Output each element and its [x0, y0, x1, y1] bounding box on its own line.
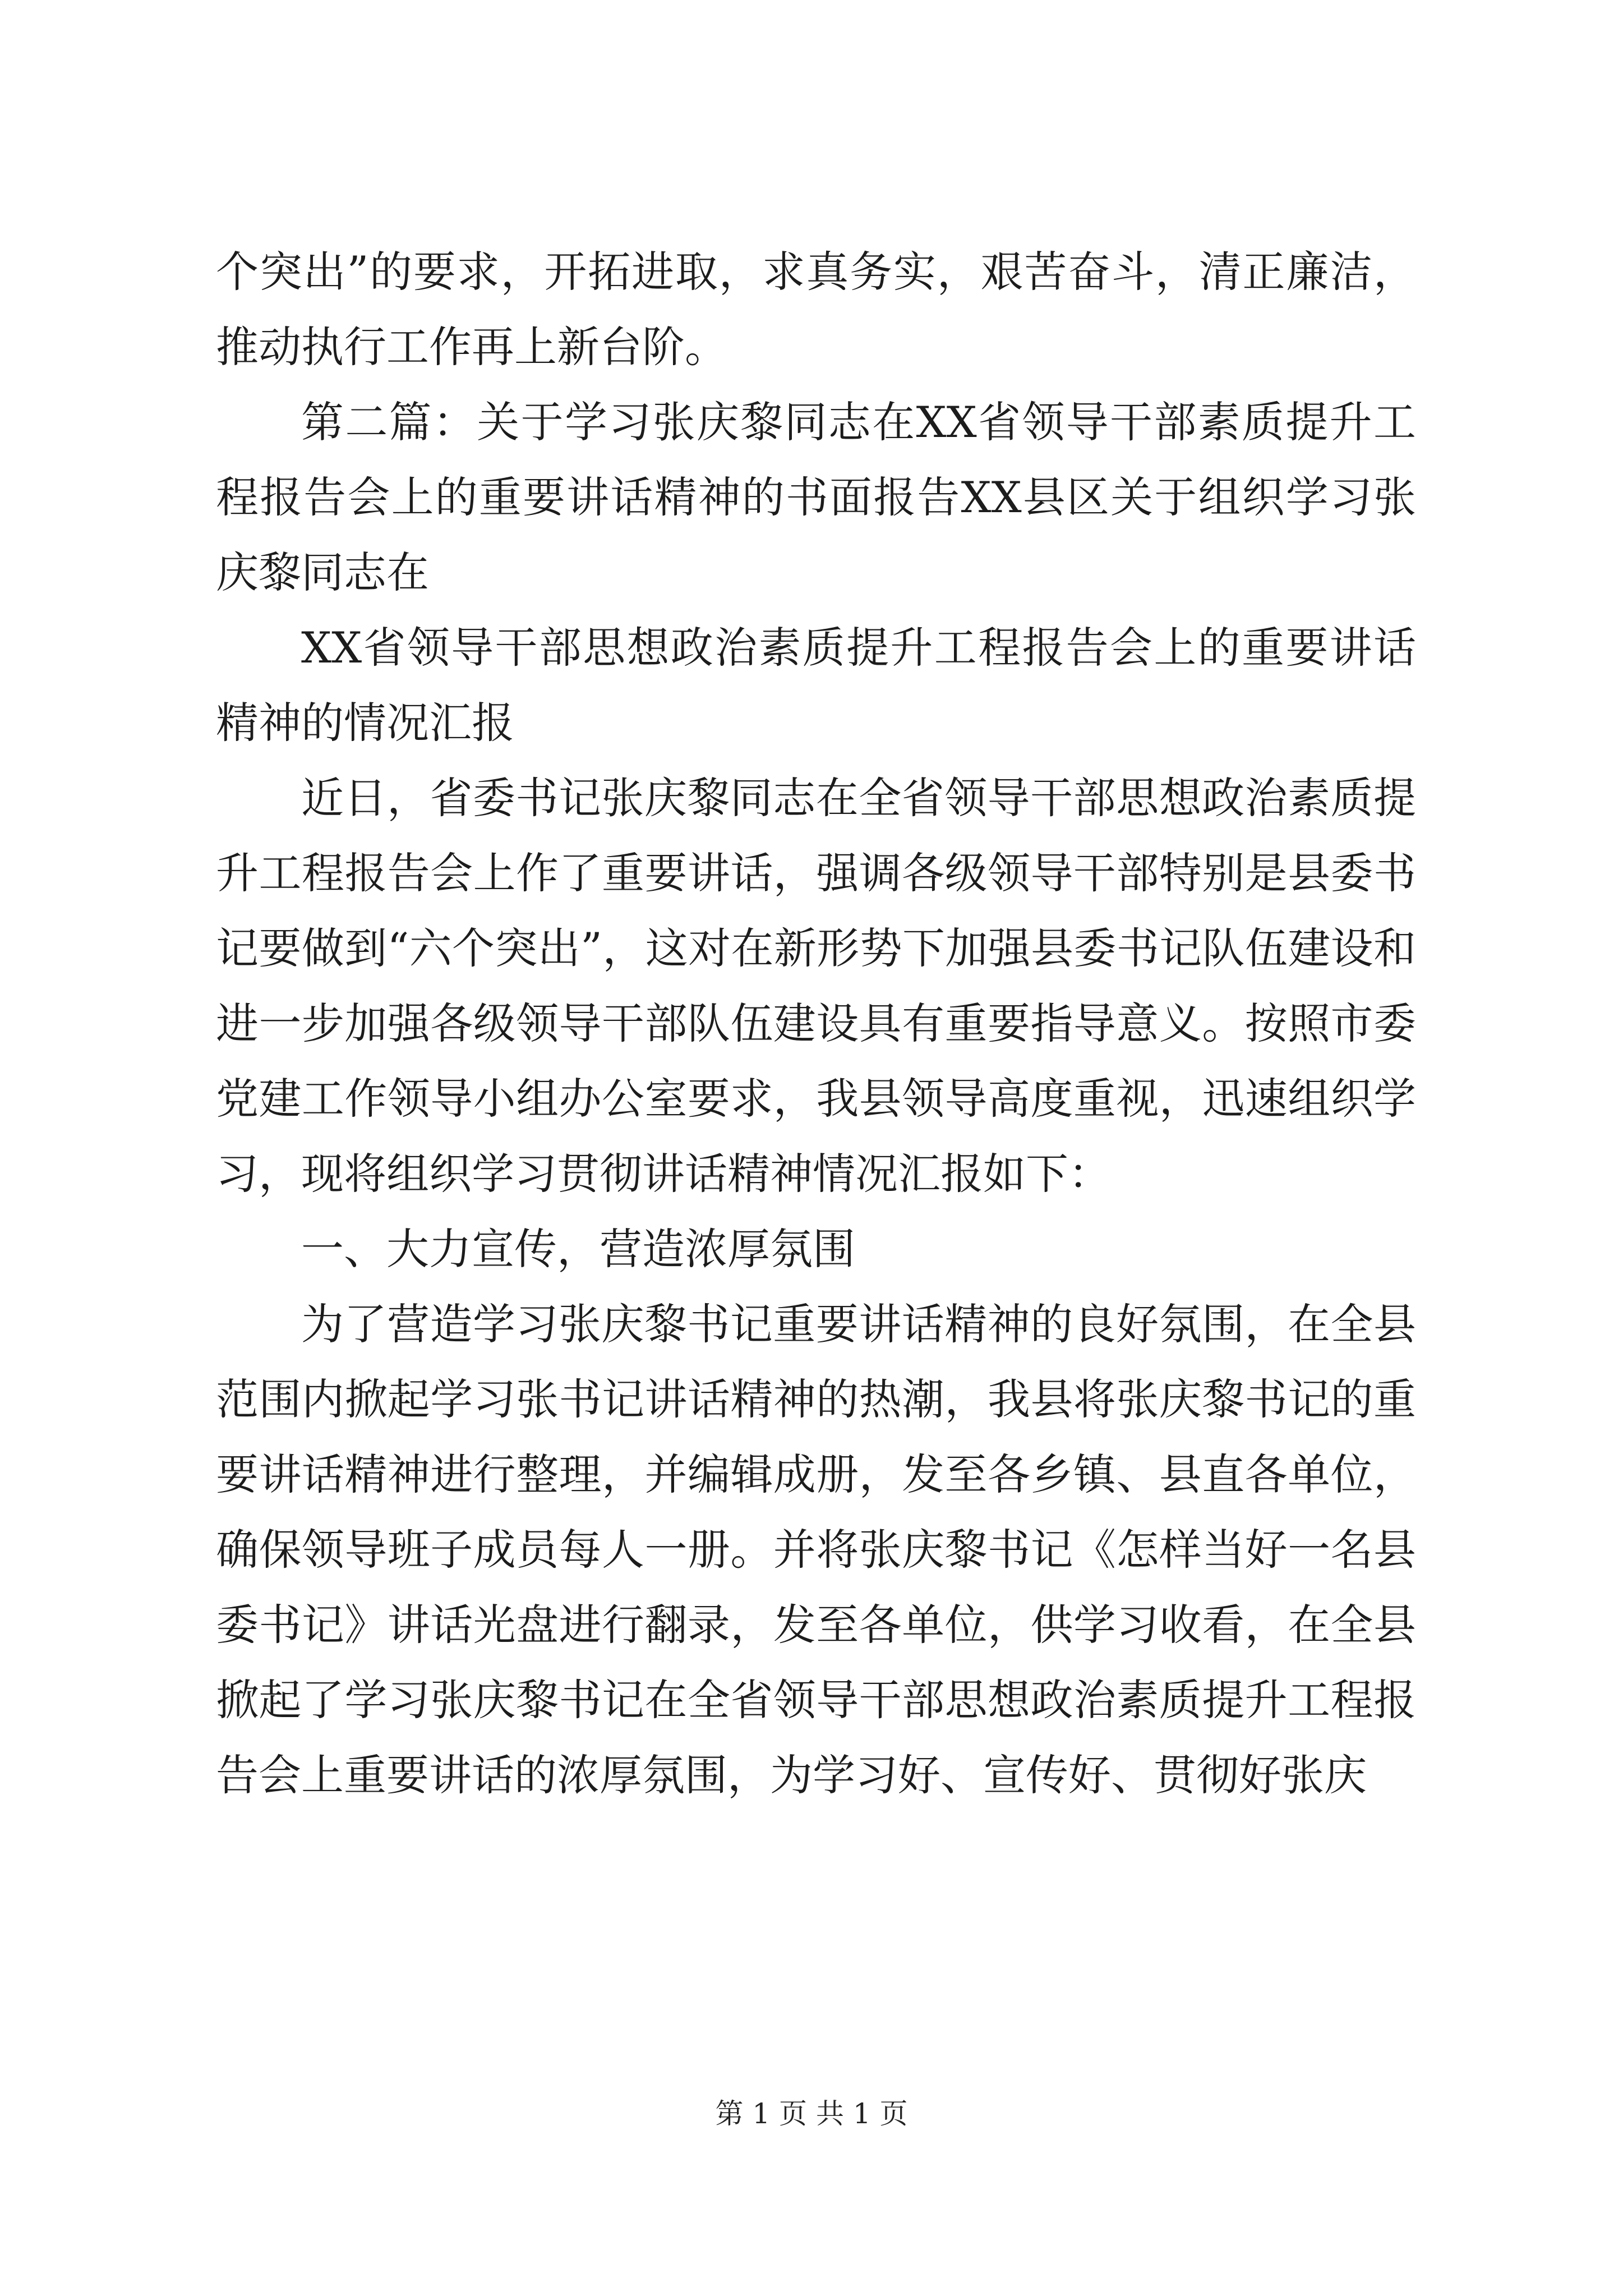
- section-heading-1: 一、大力宣传，营造浓厚氛围: [301, 1224, 855, 1274]
- paragraph-continuation: 个突出”的要求，开拓进取，求真务实，艰苦奋斗，清正廉洁，推动执行工作再上新台阶。: [216, 247, 1416, 372]
- paragraph-section-title: 第二篇：关于学习张庆黎同志在XX省领导干部素质提升工程报告会上的重要讲话精神的书面报告XX县区关于组织学习张庆黎同志在: [216, 397, 1416, 597]
- paragraph-introduction: 近日，省委书记张庆黎同志在全省领导干部思想政治素质提升工程报告会上作了重要讲话，强调各级领导干部特别是县委书记要做到“六个突出”，这对在新形势下加强县委书记队伍建设和进一步加强各级领导干部队伍建设具有重要指导意义。按照市委党建工作领导小组办公室要求，我县领导高度重视，迅速组织学习，现将组织学习贯彻讲话精神情况汇报如下：: [216, 773, 1416, 1199]
- paragraph-section-1-body: 为了营造学习张庆黎书记重要讲话精神的良好氛围，在全县范围内掀起学习张书记讲话精神的热潮，我县将张庆黎书记的重要讲话精神进行整理，并编辑成册，发至各乡镇、县直各单位，确保领导班子成员每人一册。并将张庆黎书记《怎样当好一名县委书记》讲话光盘进行翻录，发至各单位，供学习收看，在全县掀起了学习张庆黎书记在全省领导干部思想政治素质提升工程报告会上重要讲话的浓厚氛围，为学习好、宣传好、贯彻好张庆: [216, 1299, 1416, 1800]
- page-number-footer: 第 1 页 共 1 页: [715, 2097, 908, 2130]
- document-body: [216, 234, 1416, 1813]
- paragraph-report-title: XX省领导干部思想政治素质提升工程报告会上的重要讲话精神的情况汇报: [216, 623, 1416, 748]
